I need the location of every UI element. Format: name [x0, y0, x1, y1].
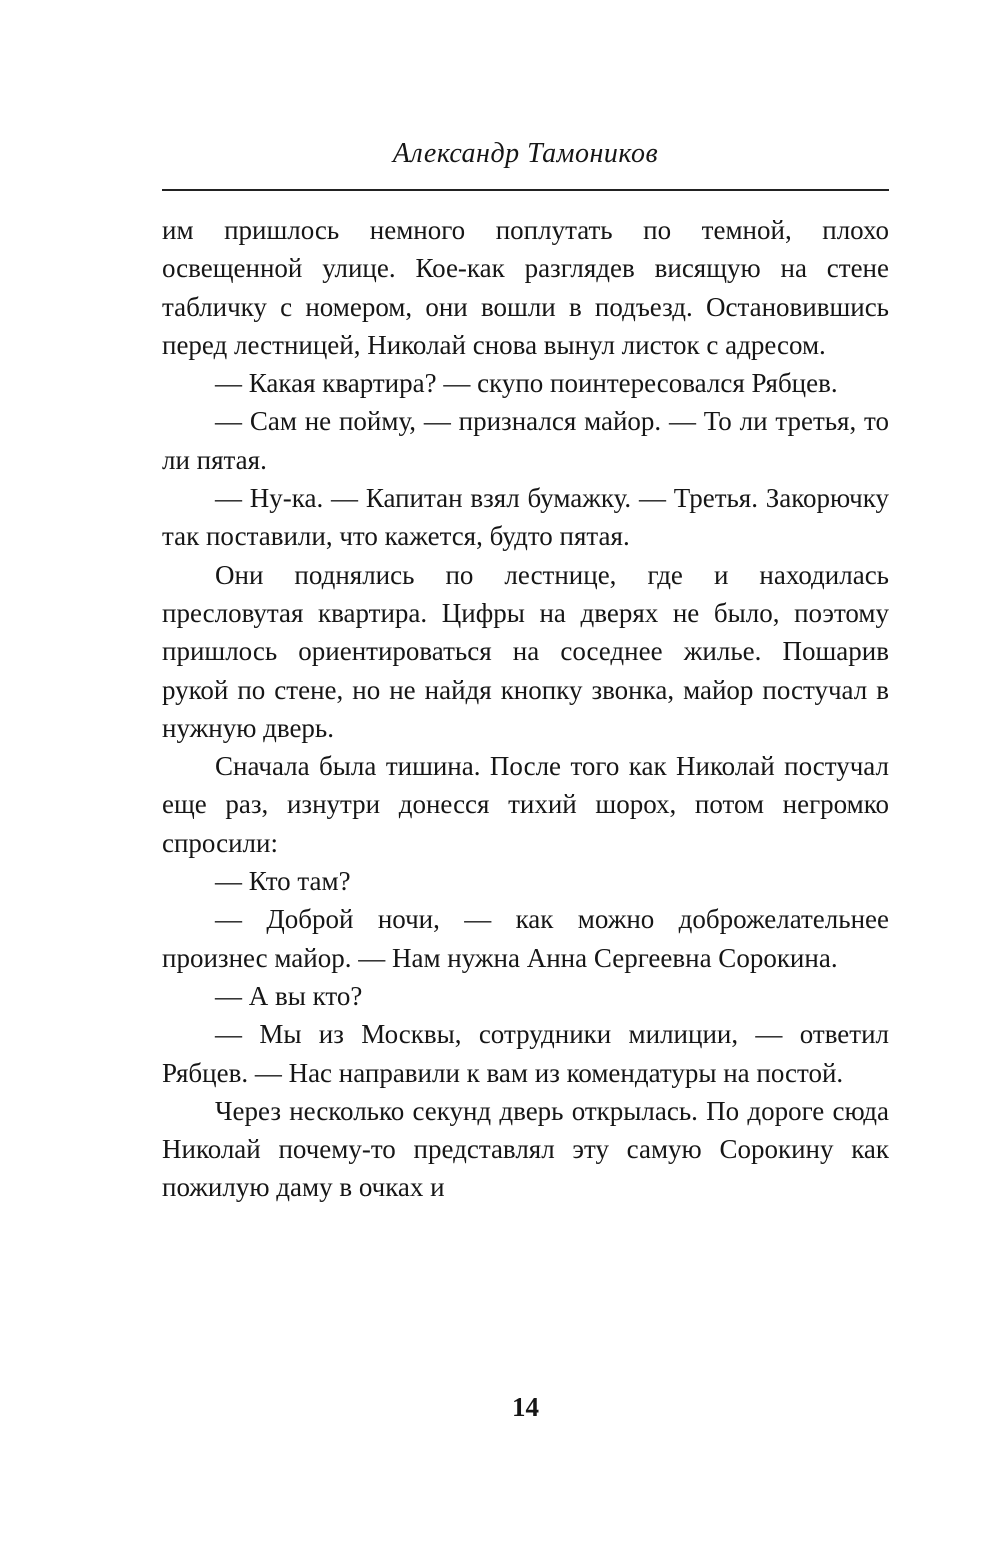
paragraph: — Мы из Москвы, сотрудники милиции, — ответил Рябцев. — Нас направили к вам из комендатуры на постой.	[162, 1019, 889, 1088]
paragraph: им пришлось немного поплутать по темной, плохо освещенной улице. Кое-как разглядев висящую на стене табличку с номером, они вошли в подъезд. Остановившись перед лестницей, Николай снова вынул листок с адресом.	[162, 215, 889, 360]
paragraph: Сначала была тишина. После того как Николай постучал еще раз, изнутри донесся тихий шорох, потом негромко спросили:	[162, 751, 889, 858]
body-text	[162, 211, 889, 1207]
paragraph: Через несколько секунд дверь открылась. По дороге сюда Николай почему-то представлял эту самую Сорокину как пожилую даму в очках и	[162, 1095, 889, 1203]
paragraph: — А вы кто?	[215, 980, 363, 1011]
paragraph: — Ну-ка. — Капитан взял бумажку. — Третья. Закорючку так поставили, что кажется, будто пятая.	[162, 483, 889, 552]
paragraph: — Сам не пойму, — признался майор. — То ли третья, то ли пятая.	[162, 406, 889, 475]
paragraph: Они поднялись по лестнице, где и находилась пресловутая квартира. Цифры на дверях не было, поэтому пришлось ориентироваться на соседнее жилье. Пошарив рукой по стене, но не найдя кнопку звонка, майор постучал в нужную дверь.	[162, 559, 889, 743]
paragraph: — Доброй ночи, — как можно доброжелательнее произнес майор. — Нам нужна Анна Сергеевна Сорокина.	[162, 904, 889, 973]
paragraph: — Какая квартира? — скупо поинтересовался Рябцев.	[215, 368, 838, 399]
paragraph: — Кто там?	[215, 866, 351, 897]
header-rule	[162, 189, 889, 191]
page-number: 14	[512, 1392, 539, 1422]
running-head-author: Александр Тамоников	[392, 138, 659, 169]
